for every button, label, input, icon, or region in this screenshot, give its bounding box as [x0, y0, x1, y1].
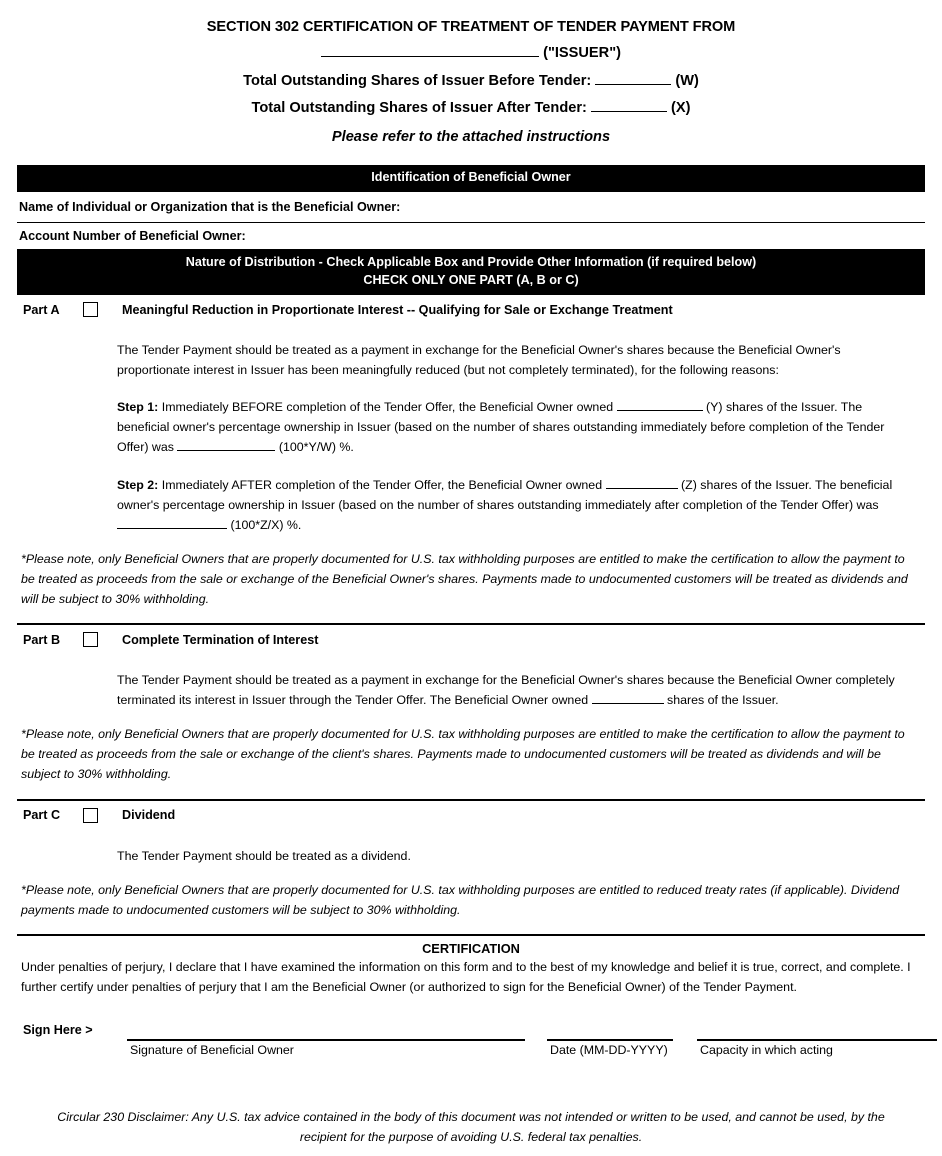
part-b-text-a: The Tender Payment should be treated as a payment in exchange for the Beneficial Owner's shares because the Beneficial Owner completely terminated its interest in Issuer through the Tender Offer. The Beneficial Owner owned	[117, 673, 895, 708]
beneficial-owner-name-label: Name of Individual or Organization that is the Beneficial Owner:	[19, 199, 401, 214]
part-b-label: Part B	[23, 632, 61, 647]
capacity-caption: Capacity in which acting	[700, 1043, 833, 1058]
date-caption: Date (MM-DD-YYYY)	[550, 1043, 668, 1058]
part-a-note: *Please note, only Beneficial Owners that are properly documented for U.S. tax withholding purposes are entitled to make the certification to allow the payment to be treated as proceeds from the sale or exchange of the Beneficial Owner's shares. Payments made to undocumented customers will be treated as dividends and will be subject to 30% withholding.	[21, 551, 908, 607]
document-body	[17, 165, 925, 1147]
shares-after-code: (X)	[671, 100, 691, 117]
shares-before-label: Total Outstanding Shares of Issuer Before Tender:	[243, 72, 592, 89]
part-a-title: Meaningful Reduction in Proportionate Interest -- Qualifying for Sale or Exchange Treatment	[122, 302, 673, 317]
sign-here-label: Sign Here >	[23, 1023, 93, 1038]
part-a-step1-text-a: Immediately BEFORE completion of the Tender Offer, the Beneficial Owner owned	[161, 400, 614, 415]
distribution-bar-line1: Nature of Distribution - Check Applicable Box and Provide Other Information (if required below)	[185, 255, 757, 270]
part-c-header[interactable]	[17, 801, 925, 829]
part-a-step2	[117, 475, 917, 535]
part-a-header[interactable]	[17, 295, 925, 323]
shares-before-blank[interactable]	[595, 84, 671, 85]
beneficial-owner-account-label: Account Number of Beneficial Owner:	[19, 228, 246, 243]
shares-before-line	[0, 73, 942, 91]
date-line[interactable]	[547, 1039, 673, 1041]
shares-after-line	[0, 100, 942, 118]
circular-230-disclaimer: Circular 230 Disclaimer: Any U.S. tax advice contained in the body of this document was not intended or written to be used, and cannot be used, by the recipient for the purpose of avoiding U.S. federal tax penalties.	[57, 1110, 885, 1145]
part-b-header[interactable]	[17, 625, 925, 653]
spacer	[0, 146, 942, 165]
part-a-step1-text-c: (100*Y/W) %.	[278, 440, 354, 455]
part-b-text-b: shares of the Issuer.	[667, 693, 779, 708]
document-header	[0, 0, 942, 146]
spacer	[117, 458, 917, 475]
shares-before-code: (W)	[675, 72, 699, 89]
beneficial-owner-name-field[interactable]	[17, 192, 925, 223]
part-a-step2-text-b: (Z) shares of the Issuer. The beneficial owner's percentage ownership in Issuer (based on the number of shares outstanding immediately after completion of the Tender Offer) was	[117, 477, 893, 512]
part-b-note: *Please note, only Beneficial Owners that are properly documented for U.S. tax withholding purposes are entitled to make the certification to allow the payment to be treated as proceeds from the sale or exchange of the client's shares. Payments made to undocumented customers will be treated as dividends and will be subject to 30% withholding.	[21, 727, 905, 782]
part-b-checkbox[interactable]	[83, 632, 98, 647]
issuer-suffix-label: ("ISSUER")	[543, 45, 621, 62]
spacer	[17, 609, 925, 623]
part-a-step1-label: Step 1:	[117, 400, 159, 415]
shares-after-label: Total Outstanding Shares of Issuer After Tender:	[251, 100, 587, 117]
instructions-note: Please refer to the attached instructions	[331, 128, 611, 145]
spacer	[17, 785, 925, 799]
part-a-step2-blank-pct[interactable]	[117, 528, 227, 529]
part-b-body	[117, 653, 917, 710]
part-c-title: Dividend	[122, 808, 176, 823]
part-a-step2-text-a: Immediately AFTER completion of the Tender Offer, the Beneficial Owner owned	[161, 477, 603, 492]
part-c-text: The Tender Payment should be treated as a dividend.	[117, 848, 411, 863]
signature-line[interactable]	[127, 1039, 525, 1041]
issuer-name-line	[0, 45, 942, 63]
part-b-blank-shares[interactable]	[592, 703, 664, 704]
part-a-step1-blank-y[interactable]	[617, 410, 703, 411]
part-b-text	[117, 670, 917, 710]
certification-text: Under penalties of perjury, I declare that I have examined the information on this form and to the best of my knowledge and belief it is true, correct, and complete. I further certify under penalties of perjury that I am the Beneficial Owner (or authorized to sign for the Beneficial Owner) of the Tender Payment.	[21, 959, 911, 994]
identification-section-bar: Identification of Beneficial Owner	[17, 165, 925, 191]
part-c-checkbox[interactable]	[83, 808, 98, 823]
part-b-title: Complete Termination of Interest	[122, 632, 319, 647]
shares-after-blank[interactable]	[591, 111, 667, 112]
part-a-intro: The Tender Payment should be treated as a payment in exchange for the Beneficial Owner's shares because the Beneficial Owner's proportionate interest in Issuer has been meaningfully reduced (but not completely terminated), for the following reasons:	[117, 343, 841, 378]
signature-area	[17, 1017, 925, 1081]
spacer	[117, 653, 917, 670]
distribution-bar-line2: CHECK ONLY ONE PART (A, B or C)	[363, 272, 579, 287]
capacity-line[interactable]	[697, 1039, 937, 1041]
part-a-step1	[117, 397, 917, 457]
beneficial-owner-account-field[interactable]	[17, 223, 925, 250]
part-a-step2-label: Step 2:	[117, 477, 159, 492]
distribution-section-bar	[17, 250, 925, 295]
part-c-note: *Please note, only Beneficial Owners that are properly documented for U.S. tax withholding purposes are entitled to reduced treaty rates (if applicable). Dividend payments made to undocumented customers will be subject to 30% withholding.	[21, 882, 900, 917]
issuer-name-blank[interactable]	[321, 56, 539, 57]
spacer	[117, 829, 917, 846]
part-c-body	[117, 829, 917, 866]
part-a-checkbox[interactable]	[83, 302, 98, 317]
spacer	[17, 920, 925, 934]
signature-caption: Signature of Beneficial Owner	[130, 1043, 294, 1058]
part-a-label: Part A	[23, 302, 60, 317]
part-a-step2-text-c: (100*Z/X) %.	[230, 517, 302, 532]
part-a-step2-blank-z[interactable]	[606, 488, 678, 489]
page-title: SECTION 302 CERTIFICATION OF TREATMENT OF TENDER PAYMENT FROM	[206, 19, 736, 35]
spacer	[117, 380, 917, 397]
spacer	[117, 323, 917, 340]
part-a-step1-text-b: (Y) shares of the Issuer. The beneficial owner's percentage ownership in Issuer (based on the number of shares outstanding immediately before completion of the Tender Offer) was	[117, 400, 885, 455]
part-a-body	[117, 323, 917, 535]
part-c-label: Part C	[23, 808, 61, 823]
certification-title: CERTIFICATION	[422, 940, 520, 956]
part-a-step1-blank-pct[interactable]	[177, 450, 275, 451]
